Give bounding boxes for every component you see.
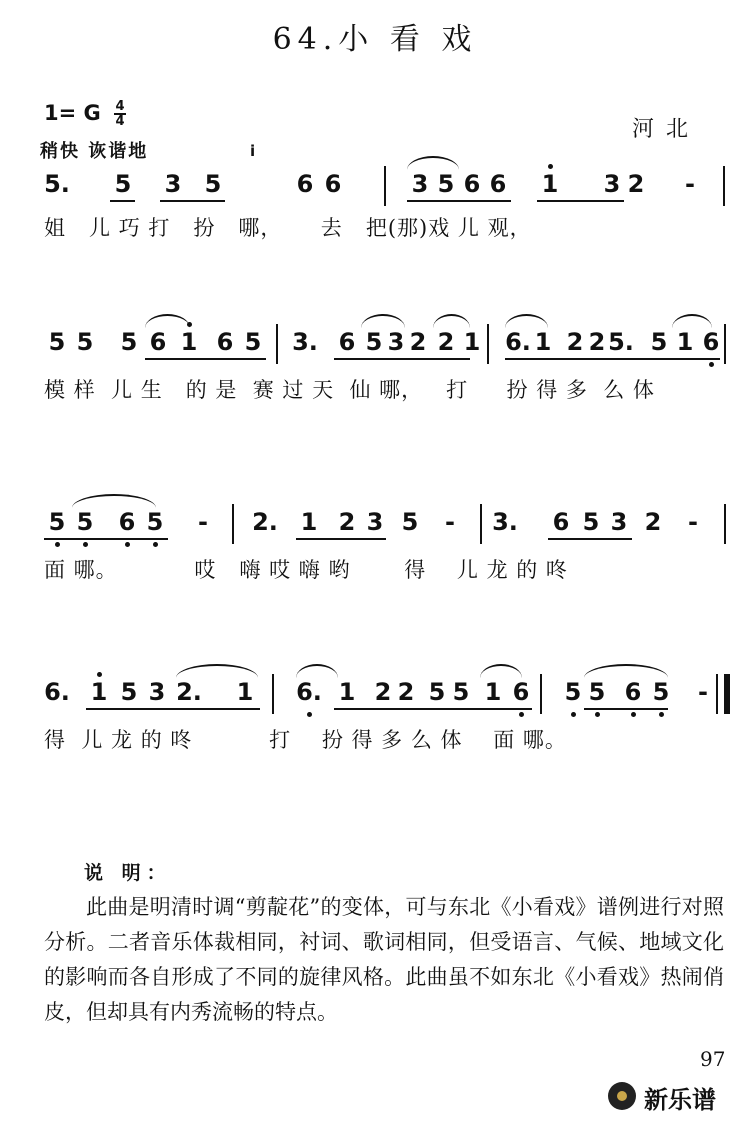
note: 5 — [244, 328, 262, 356]
explanation-body: 此曲是明清时调“剪靛花”的变体，可与东北《小看戏》谱例进行对照分析。二者音乐体裁相同，衬词、歌词相同，但受语言、气候、地域文化的影响而各自形成了不同的旋律风格。此曲虽不如东北《小看戏》热闹俏皮，但却具有内秀流畅的特点。 — [44, 895, 724, 1024]
beam-underline — [145, 358, 266, 360]
barline — [384, 166, 386, 206]
staff-line-2 — [0, 318, 750, 448]
barline — [480, 504, 482, 544]
note: 1 — [338, 678, 356, 706]
barline — [723, 166, 725, 206]
record-icon — [608, 1082, 636, 1110]
note: 5 — [365, 328, 383, 356]
beam-underline — [584, 708, 668, 710]
octave-dot-low — [55, 542, 60, 547]
note: 5 — [588, 678, 606, 706]
beam-underline — [537, 200, 624, 202]
note: 1 — [676, 328, 694, 356]
note: 6 — [552, 508, 570, 536]
key-label: 1= G — [44, 101, 101, 125]
barline — [724, 504, 726, 544]
note: 3 — [610, 508, 628, 536]
note: 6. — [44, 678, 70, 706]
note: 1 — [463, 328, 481, 356]
grace-note: i — [250, 142, 256, 160]
octave-dot-low — [83, 542, 88, 547]
note: 6 — [463, 170, 481, 198]
slur — [145, 314, 190, 328]
slur — [296, 664, 338, 678]
note: 5 — [76, 328, 94, 356]
note: 2 — [627, 170, 645, 198]
note: 2. — [252, 508, 278, 536]
note: 5 — [48, 508, 66, 536]
octave-dot-low — [519, 712, 524, 717]
note: 6 — [702, 328, 720, 356]
note: 5 — [48, 328, 66, 356]
staff-line-3 — [0, 498, 750, 628]
slur — [505, 314, 548, 328]
note: 5 — [452, 678, 470, 706]
note: 5 — [428, 678, 446, 706]
note: 2 — [437, 328, 455, 356]
note: 5. — [44, 170, 70, 198]
note: 1 — [90, 678, 108, 706]
note: - — [685, 170, 695, 198]
note: 1 — [236, 678, 254, 706]
note: 6. — [505, 328, 531, 356]
barline — [276, 324, 278, 364]
barline — [540, 674, 542, 714]
lyrics-line: 面 哪。 哎 嗨 哎 嗨 哟 得 儿 龙 的 咚 — [44, 558, 568, 582]
tempo-marking: 稍快 诙谐地 — [40, 141, 149, 162]
note: 3. — [492, 508, 518, 536]
final-barline-thin — [716, 674, 718, 714]
note: 3 — [603, 170, 621, 198]
note: 3 — [366, 508, 384, 536]
time-bottom: 4 — [115, 114, 125, 129]
note: 5. — [608, 328, 634, 356]
beam-underline — [44, 538, 168, 540]
beam-underline — [86, 708, 260, 710]
note: 6 — [118, 508, 136, 536]
lyrics-line: 模 样 儿 生 的 是 赛 过 天 仙 哪， 打 扮 得 多 么 体 — [44, 378, 655, 402]
note: 6 — [149, 328, 167, 356]
slur — [672, 314, 712, 328]
song-title: 64.小 看 戏 — [272, 22, 478, 57]
beam-underline — [334, 708, 532, 710]
slur — [480, 664, 522, 678]
octave-dot-low — [659, 712, 664, 717]
note: 6 — [624, 678, 642, 706]
note: 2 — [409, 328, 427, 356]
note: 2. — [176, 678, 202, 706]
note: 5 — [76, 508, 94, 536]
note: 2 — [588, 328, 606, 356]
beam-underline — [334, 358, 470, 360]
note: 5 — [114, 170, 132, 198]
beam-underline — [160, 200, 225, 202]
note: 5 — [120, 678, 138, 706]
lyrics-line: 姐 儿 巧 打 扮 哪， 去 把(那)戏 儿 观， — [44, 216, 532, 240]
note: 3 — [387, 328, 405, 356]
note: 2 — [397, 678, 415, 706]
note: 5 — [652, 678, 670, 706]
note: 5 — [650, 328, 668, 356]
octave-dot-high — [548, 164, 553, 169]
octave-dot-low — [153, 542, 158, 547]
octave-dot-low — [571, 712, 576, 717]
explanation-heading: 说 明： — [84, 862, 172, 884]
final-barline-thick — [724, 674, 730, 714]
note: 5 — [204, 170, 222, 198]
note: 1 — [300, 508, 318, 536]
note: 2 — [566, 328, 584, 356]
slur — [584, 664, 668, 678]
note: 3. — [292, 328, 318, 356]
beam-underline — [505, 358, 720, 360]
note: 5 — [401, 508, 419, 536]
beam-underline — [407, 200, 511, 202]
octave-dot-low — [595, 712, 600, 717]
note: 1 — [534, 328, 552, 356]
octave-dot-low — [631, 712, 636, 717]
barline — [272, 674, 274, 714]
octave-dot-low — [307, 712, 312, 717]
note: 5 — [146, 508, 164, 536]
note: 5 — [564, 678, 582, 706]
note: 6 — [489, 170, 507, 198]
note: 1 — [541, 170, 559, 198]
note: 6. — [296, 678, 322, 706]
page-number: 97 — [700, 1047, 726, 1071]
time-top: 4 — [115, 99, 125, 114]
note: - — [445, 508, 455, 536]
time-signature — [114, 100, 126, 128]
lyrics-line: 得 儿 龙 的 咚 打 扮 得 多 么 体 面 哪。 — [44, 728, 567, 752]
note: 1 — [180, 328, 198, 356]
octave-dot-high — [97, 672, 102, 677]
note: 2 — [374, 678, 392, 706]
slur — [407, 156, 459, 170]
note: 2 — [644, 508, 662, 536]
note: 1 — [484, 678, 502, 706]
note: - — [688, 508, 698, 536]
note: 3 — [164, 170, 182, 198]
beam-underline — [548, 538, 632, 540]
beam-underline — [110, 200, 135, 202]
beam-underline — [296, 538, 386, 540]
note: 5 — [120, 328, 138, 356]
region-label: 河北 — [632, 117, 701, 142]
octave-dot-low — [125, 542, 130, 547]
note: 3 — [411, 170, 429, 198]
slur — [72, 494, 156, 508]
note: 3 — [148, 678, 166, 706]
note: 2 — [338, 508, 356, 536]
note: 6 — [512, 678, 530, 706]
note: 6 — [296, 170, 314, 198]
staff-line-4 — [0, 668, 750, 798]
note: 6 — [338, 328, 356, 356]
note: - — [198, 508, 208, 536]
note: 6 — [216, 328, 234, 356]
key-signature — [44, 100, 126, 128]
logo-text: 新乐谱 — [644, 1086, 716, 1114]
site-logo — [604, 1080, 744, 1114]
note: 5 — [437, 170, 455, 198]
note: - — [698, 678, 708, 706]
note: 6 — [324, 170, 342, 198]
barline — [487, 324, 489, 364]
slur — [361, 314, 405, 328]
slur — [176, 664, 258, 678]
barline — [724, 324, 726, 364]
note: 5 — [582, 508, 600, 536]
barline — [232, 504, 234, 544]
slur — [433, 314, 470, 328]
octave-dot-low — [709, 362, 714, 367]
